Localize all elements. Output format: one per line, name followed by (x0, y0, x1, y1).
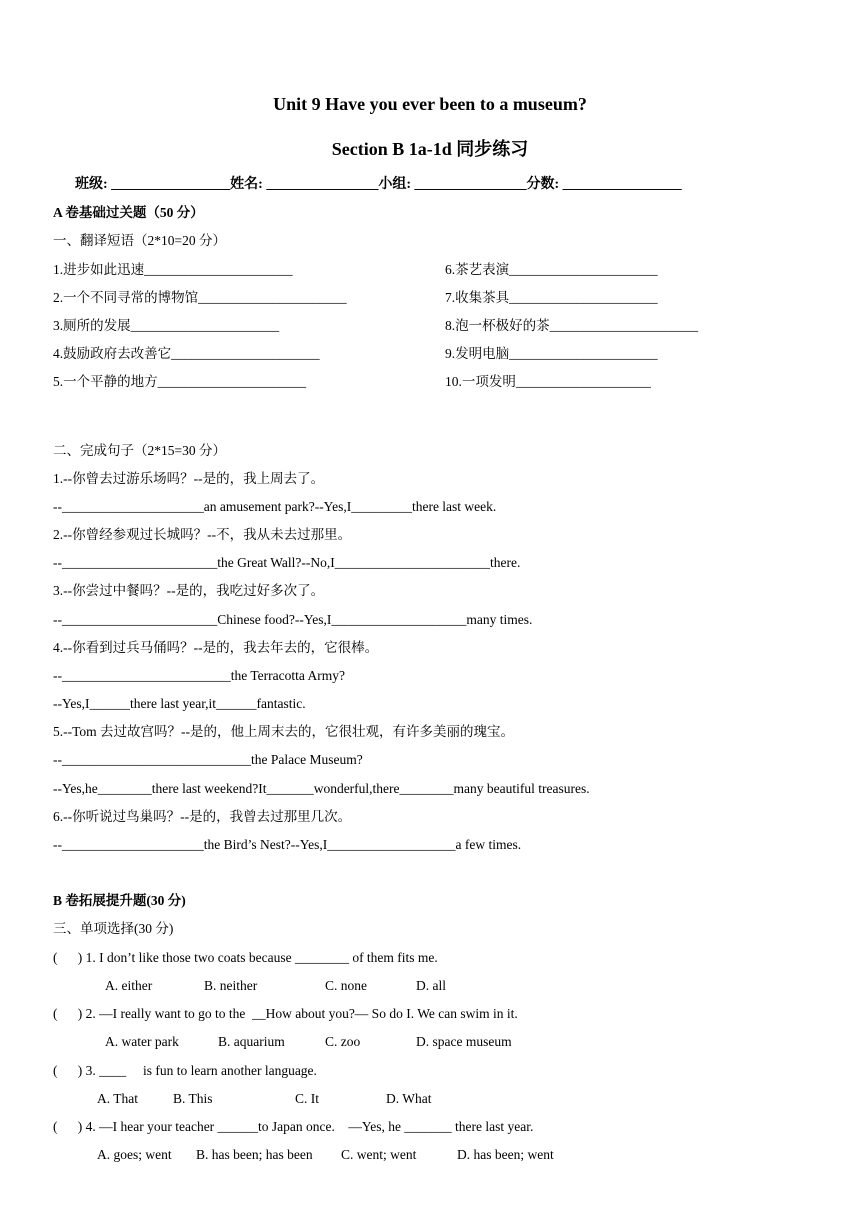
sentence-line: --Yes,I______there last year,it______fantastic. (53, 696, 306, 711)
sentence-line: 2.--你曾经参观过长城吗？--不，我从未去过那里。 (53, 527, 352, 542)
part-a-heading: A 卷基础过关题（50 分） (53, 205, 204, 220)
option-a: A. goes; went (97, 1147, 172, 1162)
sentence-line: 1.--你曾去过游乐场吗？--是的，我上周去了。 (53, 471, 325, 486)
question-stem: ( ) 3. ____ is fun to learn another language. (53, 1063, 317, 1078)
option-a: A. That (97, 1091, 138, 1106)
section-1-heading: 一、翻译短语（2*10=20 分） (53, 233, 226, 248)
student-info-line: 班级: _________________姓名: ________________小组: ________________分数: _________________ (75, 177, 682, 192)
option-a: A. either (105, 978, 153, 993)
part-b-heading: B 卷拓展提升题(30 分) (53, 893, 186, 908)
question-stem: ( ) 4. —I hear your teacher ______to Japan once. —Yes, he _______ there last year. (53, 1119, 534, 1134)
option-c: C. none (325, 978, 367, 993)
option-c: C. went; went (341, 1147, 417, 1162)
sentence-line: 3.--你尝过中餐吗？--是的，我吃过好多次了。 (53, 583, 325, 598)
sentence-line: 6.--你听说过鸟巢吗？--是的，我曾去过那里几次。 (53, 809, 352, 824)
option-d: D. all (416, 978, 446, 993)
option-d: D. What (386, 1091, 432, 1106)
question-stem: ( ) 2. —I really want to go to the __How about you?— So do I. We can swim in it. (53, 1006, 518, 1021)
sentence-line: --Yes,he________there last weekend?It_______wonderful,there________many beautiful treasures. (53, 781, 590, 796)
option-c: C. It (295, 1091, 320, 1106)
sentence-line: --_____________________the Bird’s Nest?--Yes,I___________________a few times. (53, 837, 522, 852)
phrase-item: 10.一项发明____________________ (445, 374, 651, 389)
sentence-line: --____________________________the Palace Museum? (53, 752, 363, 767)
page-subtitle: Section B 1a-1d 同步练习 (331, 139, 529, 159)
option-a: A. water park (105, 1034, 179, 1049)
phrase-item: 9.发明电脑______________________ (445, 346, 658, 361)
phrase-item: 2.一个不同寻常的博物馆______________________ (53, 290, 347, 305)
option-d: D. space museum (416, 1034, 512, 1049)
option-d: D. has been; went (457, 1147, 554, 1162)
option-c: C. zoo (325, 1034, 361, 1049)
section-3-heading: 三、单项选择(30 分) (53, 921, 174, 936)
phrase-item: 3.厕所的发展______________________ (53, 318, 280, 333)
sentence-line: --_______________________Chinese food?--Yes,I____________________many times. (53, 612, 533, 627)
option-b: B. neither (204, 978, 258, 993)
sentence-line: 4.--你看到过兵马俑吗？--是的，我去年去的，它很棒。 (53, 640, 379, 655)
phrase-item: 5.一个平静的地方______________________ (53, 374, 307, 389)
option-b: B. aquarium (218, 1034, 285, 1049)
section-2-heading: 二、完成句子（2*15=30 分） (53, 443, 226, 458)
sentence-line: --_________________________the Terracotta Army? (53, 668, 345, 683)
sentence-line: --_______________________the Great Wall?--No,I_______________________there. (53, 555, 521, 570)
page-title: Unit 9 Have you ever been to a museum? (273, 94, 587, 114)
phrase-item: 4.鼓励政府去改善它______________________ (53, 346, 320, 361)
phrase-item: 1.进步如此迅速______________________ (53, 262, 293, 277)
option-b: B. This (173, 1091, 213, 1106)
phrase-item: 8.泡一杯极好的茶______________________ (445, 318, 699, 333)
sentence-line: 5.--Tom 去过故宫吗？--是的，他上周末去的，它很壮观，有许多美丽的瑰宝。 (53, 724, 515, 739)
question-stem: ( ) 1. I don’t like those two coats because ________ of them fits me. (53, 950, 438, 965)
phrase-item: 6.茶艺表演______________________ (445, 262, 658, 277)
phrase-item: 7.收集茶具______________________ (445, 290, 658, 305)
sentence-line: --_____________________an amusement park?--Yes,I_________there last week. (53, 499, 497, 514)
option-b: B. has been; has been (196, 1147, 313, 1162)
